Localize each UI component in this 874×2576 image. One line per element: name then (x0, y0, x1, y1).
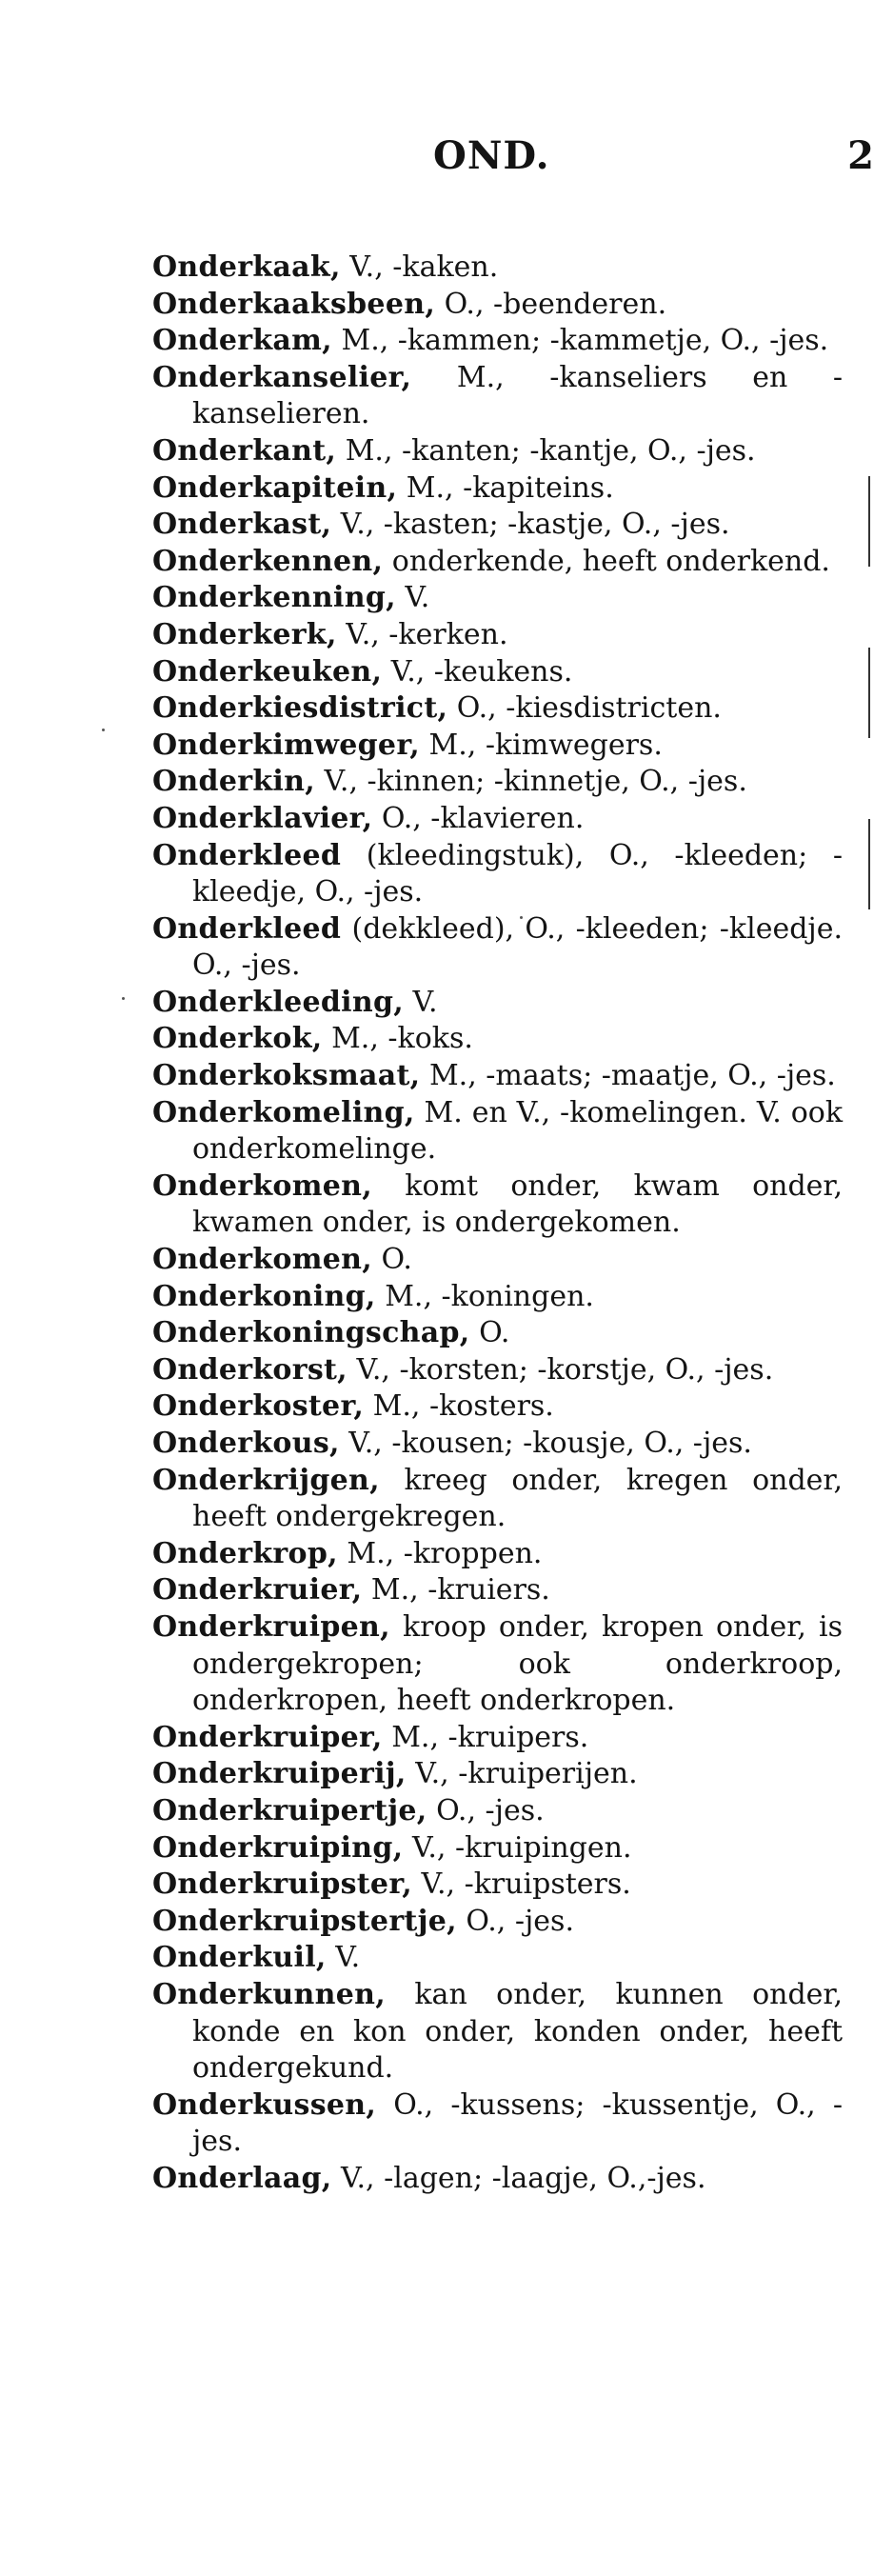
entry-definition: V., -kasten; -kastje, O., -jes. (331, 508, 730, 542)
entry-definition: V., -keukens. (382, 654, 573, 689)
entry-headword: Onderklavier, (152, 801, 373, 835)
entry-definition: O., -jes. (456, 1904, 574, 1938)
entry-headword: Onderkin, (152, 765, 315, 799)
dictionary-entry (152, 580, 843, 617)
entry-definition: V. (326, 1941, 361, 1975)
entry-definition: V., -lagen; -laagje, O.,-jes. (331, 2161, 706, 2195)
entry-definition: V., -kruiperijen. (406, 1757, 638, 1791)
entry-headword: Onderkrijgen, (152, 1463, 380, 1497)
dictionary-entry (152, 1830, 843, 1867)
entry-definition: V., -kruipingen. (403, 1830, 632, 1865)
entry-headword: Onderkapitein, (152, 470, 398, 505)
entry-headword: Onderkunnen, (152, 1977, 386, 2011)
dictionary-entry (152, 507, 843, 544)
dictionary-entry (152, 360, 843, 433)
entry-definition: M., -kruipers. (382, 1720, 589, 1754)
dictionary-entry (152, 1352, 843, 1389)
dictionary-entry (152, 838, 843, 911)
entry-headword: Onderkruiping, (152, 1830, 404, 1865)
dictionary-entry (152, 728, 843, 765)
entry-headword: Onderkleeding, (152, 985, 404, 1019)
dictionary-entry (152, 544, 843, 581)
dictionary-entry (152, 1168, 843, 1242)
dictionary-entry (152, 250, 843, 287)
dictionary-entry (152, 1609, 843, 1720)
dictionary-entry (152, 985, 843, 1022)
dictionary-entry (152, 1463, 843, 1536)
dictionary-entry (152, 1095, 843, 1168)
dictionary-entry (152, 690, 843, 728)
entry-definition: kan onder, kunnen onder, konde en kon onder, konden onder, heeft ondergekund. (192, 1977, 843, 2086)
dictionary-entry (152, 1279, 843, 1316)
dictionary-entry (152, 1021, 843, 1058)
entry-definition: O., -jes. (427, 1793, 545, 1827)
entry-definition: M. en V., -komelingen. V. ook onderkomelinge. (192, 1095, 843, 1167)
entry-definition: O., -klavieren. (372, 801, 585, 835)
dictionary-entry (152, 1388, 843, 1426)
dictionary-entry (152, 1242, 843, 1279)
entry-definition: O., -kiesdistricten. (447, 691, 722, 726)
entry-definition: V., -kaken. (340, 250, 499, 284)
dictionary-entry (152, 1572, 843, 1609)
entry-headword: Onderkant, (152, 433, 337, 468)
entry-headword: Onderkomen, (152, 1168, 372, 1203)
entry-headword: Onderkomen, (152, 1243, 372, 1277)
entry-headword: Onderkruipertje, (152, 1793, 427, 1827)
entry-headword: Onderkleed (152, 838, 342, 872)
dictionary-entry (152, 1536, 843, 1573)
dictionary-entry (152, 1867, 843, 1904)
page-edge-mark (868, 819, 870, 909)
entry-definition: onderkende, heeft onderkend. (383, 544, 830, 578)
entry-headword: Onderkoster, (152, 1389, 365, 1424)
dictionary-entry (152, 433, 843, 470)
entry-definition: M., -maats; -maatje, O., -jes. (420, 1059, 836, 1093)
dictionary-entry (152, 2161, 843, 2198)
entry-headword: Onderkanselier, (152, 360, 412, 394)
entry-definition: M., -koningen. (375, 1279, 594, 1313)
dictionary-entry (152, 764, 843, 801)
entry-headword: Onderkoningschap, (152, 1316, 470, 1350)
entry-definition: M., -kammen; -kammetje, O., -jes. (331, 324, 829, 358)
dictionary-entry (152, 1756, 843, 1793)
entry-headword: Onderkruiperij, (152, 1757, 407, 1791)
entry-definition: (dekkleed), O., -kleeden; -kleedje. O., -jes. (192, 911, 843, 983)
entry-definition: komt onder, kwam onder, kwamen onder, is ondergekomen. (192, 1168, 843, 1240)
dictionary-entry (152, 911, 843, 985)
entry-headword: Onderkruipen, (152, 1609, 390, 1644)
dictionary-entry (152, 470, 843, 508)
entry-definition: M., -kroppen. (337, 1536, 543, 1570)
entry-headword: Onderkam, (152, 324, 332, 358)
entry-definition: M., -kanten; -kantje, O., -jes. (336, 433, 756, 468)
entry-definition: M., -kapiteins. (397, 470, 614, 505)
entry-definition: M., -kosters. (364, 1389, 554, 1424)
entry-definition: M., -kimwegers. (419, 728, 663, 762)
entry-headword: Onderkimweger, (152, 728, 420, 762)
entry-headword: Onderkruier, (152, 1573, 363, 1608)
entry-headword: Onderkruiper, (152, 1720, 383, 1754)
entry-definition: V., -korsten; -korstje, O., -jes. (347, 1352, 774, 1387)
dictionary-entry (152, 1720, 843, 1757)
dictionary-entry (152, 287, 843, 324)
dictionary-entry (152, 801, 843, 838)
dictionary-entry (152, 2087, 843, 2161)
entry-headword: Onderkoning, (152, 1279, 376, 1313)
entry-headword: Onderkleed (152, 911, 342, 946)
entry-definition: O. (469, 1316, 510, 1350)
entry-definition: kreeg onder, kregen onder, heeft ondergekregen. (192, 1463, 843, 1534)
ink-speck (102, 729, 105, 731)
entry-headword: Onderkennen, (152, 544, 384, 578)
entry-definition: O., -kussens; -kussentje, O., -jes. (192, 2087, 843, 2159)
entry-headword: Onderkrop, (152, 1536, 338, 1570)
entry-definition: kroop onder, kropen onder, is ondergekropen; ook onderkroop, onderkropen, heeft onderkropen. (192, 1609, 843, 1718)
page-number: 2 (847, 133, 874, 178)
entry-definition: (kleedingstuk), O., -kleeden; -kleedje, O., -jes. (192, 838, 843, 909)
entry-definition: V., -kruipsters. (412, 1867, 631, 1902)
entry-definition: V. (395, 581, 430, 615)
ink-speck (122, 997, 125, 1000)
entry-definition: M., -koks. (322, 1022, 473, 1056)
page-edge-mark (868, 476, 870, 567)
entry-headword: Onderkeuken, (152, 654, 383, 689)
entry-headword: Onderkok, (152, 1022, 323, 1056)
dictionary-entry (152, 1940, 843, 1977)
entry-headword: Onderkruipstertje, (152, 1904, 457, 1938)
dictionary-entry (152, 1426, 843, 1463)
entry-headword: Onderlaag, (152, 2161, 332, 2195)
entry-definition: V., -kerken. (336, 617, 508, 651)
dictionary-entry (152, 617, 843, 654)
page-edge-mark (868, 648, 870, 738)
entry-headword: Onderkast, (152, 508, 332, 542)
entry-definition: V., -kinnen; -kinnetje, O., -jes. (314, 765, 747, 799)
entry-list (152, 250, 843, 2197)
entry-headword: Onderkruipster, (152, 1867, 412, 1902)
dictionary-entry (152, 654, 843, 691)
entry-headword: Onderkorst, (152, 1352, 348, 1387)
entry-headword: Onderkous, (152, 1427, 340, 1460)
entry-headword: Onderkerk, (152, 617, 337, 651)
entry-headword: Onderkaak, (152, 250, 341, 284)
entry-definition: V., -kousen; -kousje, O., -jes. (339, 1427, 752, 1460)
dictionary-entry (152, 1793, 843, 1830)
entry-headword: Onderkoksmaat, (152, 1059, 421, 1093)
dictionary-entry (152, 323, 843, 360)
entry-definition: V. (403, 985, 438, 1019)
entry-headword: Onderkuil, (152, 1941, 327, 1975)
entry-definition: M., -kanseliers en -kanselieren. (192, 360, 843, 431)
entry-headword: Onderkussen, (152, 2087, 377, 2122)
entry-definition: O., -beenderen. (435, 287, 667, 321)
entry-headword: Onderkaaksbeen, (152, 287, 436, 321)
entry-headword: Onderkenning, (152, 581, 396, 615)
dictionary-entry (152, 1977, 843, 2087)
dictionary-entry (152, 1315, 843, 1352)
running-head: OND. (433, 133, 550, 178)
entry-definition: O. (372, 1243, 412, 1277)
entry-definition: M., -kruiers. (362, 1573, 550, 1608)
entry-headword: Onderkomeling, (152, 1095, 415, 1129)
dictionary-entry (152, 1058, 843, 1095)
entry-headword: Onderkiesdistrict, (152, 691, 448, 726)
dictionary-entry (152, 1904, 843, 1941)
